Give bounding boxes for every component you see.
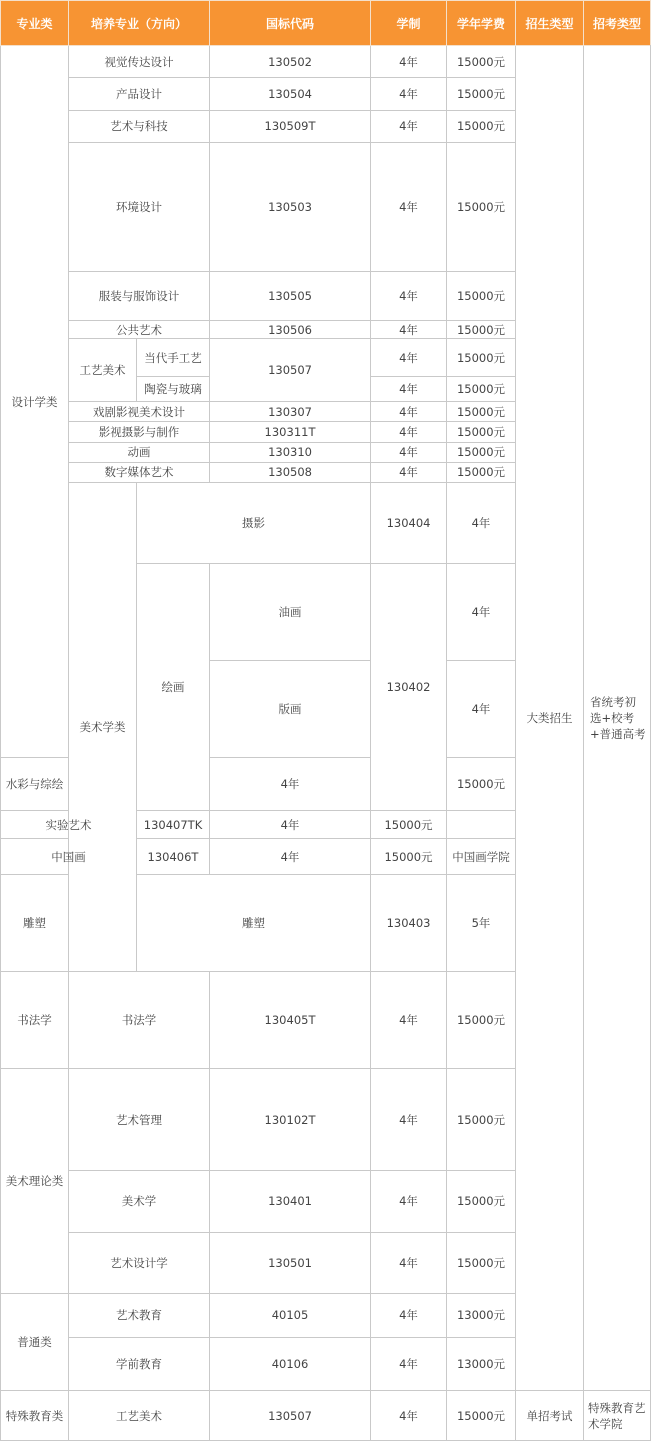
code-cell: 130501 [210, 1232, 371, 1293]
exam-type-cell: 省统考初选+校考+普通高考 [584, 46, 651, 1391]
duration-cell: 4年 [371, 46, 447, 78]
fee-cell: 15000元 [447, 758, 516, 811]
fee-cell: 15000元 [447, 1069, 516, 1171]
duration-cell: 4年 [371, 143, 447, 272]
major-cell: 中国画 [1, 839, 137, 875]
header-enroll-type: 招生类型 [516, 1, 584, 46]
table-row [1, 46, 651, 78]
table-row [1, 1391, 651, 1441]
duration-cell: 4年 [371, 462, 447, 482]
duration-cell: 4年 [210, 839, 371, 875]
duration-cell: 4年 [447, 564, 516, 661]
exam-type-cell: 单招考试 [516, 1391, 584, 1441]
code-cell: 130402 [371, 564, 447, 811]
unit-cell: 中国画学院 [447, 839, 516, 875]
duration-cell: 4年 [371, 1294, 447, 1338]
fee-cell: 13000元 [447, 1294, 516, 1338]
fee-cell: 13000元 [447, 1337, 516, 1390]
major-cell: 数字媒体艺术 [69, 462, 210, 482]
major-cell: 摄影 [137, 483, 371, 564]
fee-cell: 15000元 [447, 46, 516, 78]
code-cell: 130503 [210, 143, 371, 272]
major-cell: 动画 [69, 442, 210, 462]
major-cell: 工艺美术 [69, 1391, 210, 1441]
code-cell: 130405T [210, 972, 371, 1069]
duration-cell: 4年 [371, 321, 447, 339]
code-cell: 130509T [210, 110, 371, 142]
major-cell: 艺术与科技 [69, 110, 210, 142]
sub-major-cell: 水彩与综绘 [1, 758, 69, 811]
major-cell: 美术学 [69, 1171, 210, 1232]
duration-cell: 4年 [447, 661, 516, 758]
category-cell: 特殊教育类 [1, 1391, 69, 1441]
code-cell: 40105 [210, 1294, 371, 1338]
header-major: 培养专业（方向） [69, 1, 210, 46]
duration-cell: 5年 [447, 875, 516, 972]
sub-major-cell: 油画 [210, 564, 371, 661]
major-cell: 环境设计 [69, 143, 210, 272]
duration-cell: 4年 [371, 1171, 447, 1232]
sub-major-cell: 版画 [210, 661, 371, 758]
fee-cell: 15000元 [447, 1171, 516, 1232]
fee-cell: 15000元 [447, 272, 516, 321]
major-cell: 雕塑 [137, 875, 371, 972]
code-cell: 130401 [210, 1171, 371, 1232]
duration-cell: 4年 [371, 972, 447, 1069]
duration-cell: 4年 [371, 1391, 447, 1441]
duration-cell: 4年 [447, 483, 516, 564]
header-exam-type: 招考类型 [584, 1, 651, 46]
fee-cell: 15000元 [447, 110, 516, 142]
duration-cell: 4年 [371, 78, 447, 110]
code-cell: 130311T [210, 422, 371, 442]
code-cell: 130403 [371, 875, 447, 972]
duration-cell: 4年 [371, 339, 447, 377]
fee-cell: 15000元 [371, 839, 447, 875]
code-cell: 130508 [210, 462, 371, 482]
code-cell: 130506 [210, 321, 371, 339]
duration-cell: 4年 [371, 1232, 447, 1293]
fee-cell: 15000元 [447, 339, 516, 377]
major-cell: 影视摄影与制作 [69, 422, 210, 442]
duration-cell: 4年 [371, 377, 447, 402]
major-cell: 艺术教育 [69, 1294, 210, 1338]
major-cell: 艺术设计学 [69, 1232, 210, 1293]
code-cell: 130406T [137, 839, 210, 875]
duration-cell: 4年 [371, 110, 447, 142]
major-cell: 书法学 [69, 972, 210, 1069]
code-cell: 130307 [210, 402, 371, 422]
fee-cell: 15000元 [447, 143, 516, 272]
duration-cell: 4年 [371, 422, 447, 442]
major-cell: 戏剧影视美术设计 [69, 402, 210, 422]
major-cell: 视觉传达设计 [69, 46, 210, 78]
code-cell: 130407TK [137, 811, 210, 839]
code-cell: 40106 [210, 1337, 371, 1390]
category-cell: 雕塑 [1, 875, 69, 972]
header-code: 国标代码 [210, 1, 371, 46]
category-cell: 设计学类 [1, 46, 69, 758]
fee-cell: 15000元 [447, 462, 516, 482]
fee-cell: 15000元 [447, 321, 516, 339]
fee-cell: 15000元 [447, 972, 516, 1069]
code-cell: 130404 [371, 483, 447, 564]
sub-major-cell: 当代手工艺 [137, 339, 210, 377]
category-cell: 美术理论类 [1, 1069, 69, 1294]
header-row [1, 1, 651, 46]
duration-cell: 4年 [371, 1069, 447, 1171]
major-cell: 绘画 [137, 564, 210, 811]
code-cell: 130102T [210, 1069, 371, 1171]
header-duration: 学制 [371, 1, 447, 46]
sub-major-cell: 陶瓷与玻璃 [137, 377, 210, 402]
major-cell: 工艺美术 [69, 339, 137, 402]
category-cell: 书法学 [1, 972, 69, 1069]
code-cell: 130507 [210, 339, 371, 402]
fee-cell: 15000元 [447, 442, 516, 462]
major-cell: 学前教育 [69, 1337, 210, 1390]
major-cell: 实验艺术 [1, 811, 137, 839]
major-cell: 公共艺术 [69, 321, 210, 339]
header-category: 专业类 [1, 1, 69, 46]
fee-cell: 15000元 [371, 811, 447, 839]
fee-cell: 15000元 [447, 1391, 516, 1441]
code-cell: 130505 [210, 272, 371, 321]
fee-cell: 15000元 [447, 422, 516, 442]
fee-cell: 15000元 [447, 402, 516, 422]
duration-cell: 4年 [371, 442, 447, 462]
code-cell: 130507 [210, 1391, 371, 1441]
fee-cell: 15000元 [447, 78, 516, 110]
fee-cell: 15000元 [447, 377, 516, 402]
header-fee: 学年学费 [447, 1, 516, 46]
unit-cell: 特殊教育艺术学院 [584, 1391, 651, 1441]
code-cell: 130504 [210, 78, 371, 110]
code-cell: 130502 [210, 46, 371, 78]
duration-cell: 4年 [371, 1337, 447, 1390]
major-cell: 艺术管理 [69, 1069, 210, 1171]
duration-cell: 4年 [371, 402, 447, 422]
category-cell: 普通类 [1, 1294, 69, 1391]
duration-cell: 4年 [210, 758, 371, 811]
category-cell: 美术学类 [69, 483, 137, 972]
duration-cell: 4年 [210, 811, 371, 839]
code-cell: 130310 [210, 442, 371, 462]
enroll-type-cell: 大类招生 [516, 46, 584, 1391]
fee-cell: 15000元 [447, 1232, 516, 1293]
duration-cell: 4年 [371, 272, 447, 321]
major-cell: 服装与服饰设计 [69, 272, 210, 321]
major-cell: 产品设计 [69, 78, 210, 110]
